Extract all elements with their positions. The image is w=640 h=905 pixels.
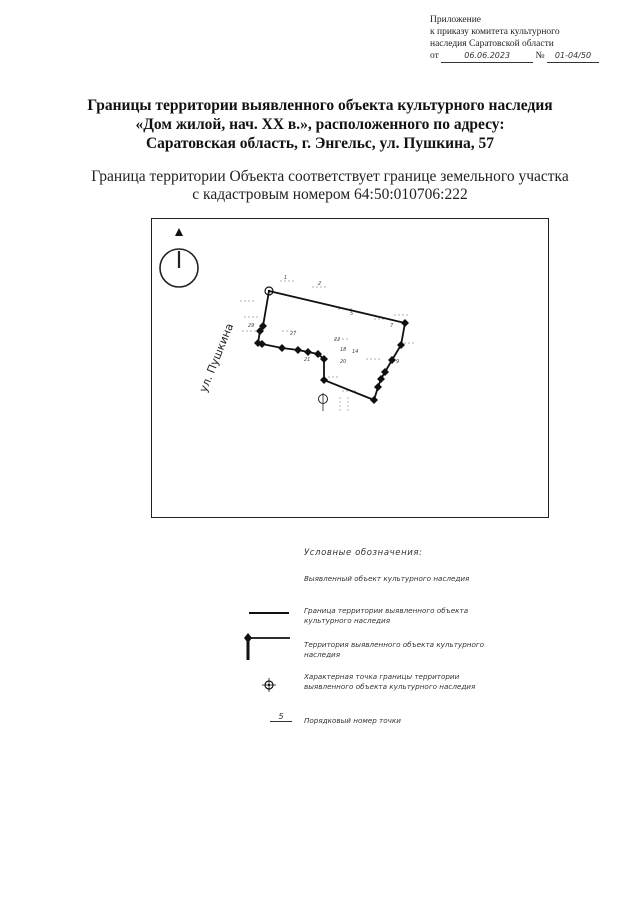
svg-text:14: 14	[352, 349, 359, 355]
legend-point-number-icon: 5	[270, 712, 292, 722]
svg-text:2: 2	[318, 281, 322, 287]
svg-text:21: 21	[304, 357, 311, 363]
legend-item-boundary: Граница территории выявленного объекта культурного наследия	[304, 606, 469, 625]
territory-boundary	[258, 291, 405, 400]
from-label: от	[430, 51, 439, 61]
title-line-3: Саратовская область, г. Энгельс, ул. Пушкина, 57	[145, 135, 495, 152]
street-label: ул. Пушкина	[196, 321, 237, 395]
svg-text:9: 9	[396, 359, 400, 365]
subtitle-line-2: с кадастровым номером 64:50:010706:222	[192, 186, 468, 203]
svg-text:5: 5	[350, 311, 354, 317]
legend-characteristic-point-icon	[262, 678, 276, 692]
legend-heading: Условные обозначения:	[304, 548, 423, 558]
map-drawing	[152, 219, 550, 519]
document-subtitle	[60, 168, 600, 204]
legend-territory-icon	[240, 632, 292, 662]
svg-text:27: 27	[290, 331, 297, 337]
number-value: 01-04/50	[547, 50, 599, 63]
legend-item-point: Характерная точка границы территории выявленного объекта культурного наследия	[304, 672, 476, 691]
svg-text:20: 20	[340, 359, 347, 365]
date-value: 06.06.2023	[441, 50, 533, 63]
north-arrow-icon	[160, 228, 198, 287]
legend-boundary-line-icon	[249, 612, 289, 614]
legend-item-territory: Территория выявленного объекта культурного наследия	[304, 640, 485, 659]
appendix-date-row	[430, 50, 599, 63]
title-line-1: Границы территории выявленного объекта культурного наследия	[87, 97, 553, 114]
title-line-2: «Дом жилой, нач. XX в.», расположенного по адресу:	[135, 116, 505, 133]
appendix-header	[430, 14, 599, 63]
svg-text:1: 1	[284, 275, 288, 281]
number-label: №	[535, 51, 545, 61]
map-point-labels	[248, 275, 403, 365]
boundary-points	[254, 319, 409, 404]
boundary-map	[151, 218, 549, 518]
appendix-line-2: к приказу комитета культурного	[430, 27, 560, 37]
svg-text:7: 7	[390, 323, 394, 329]
svg-text:22: 22	[334, 337, 341, 343]
document-title	[60, 96, 580, 153]
legend-item-object: Выявленный объект культурного наследия	[304, 574, 470, 583]
legend-item-number: Порядковый номер точки	[304, 716, 401, 725]
svg-text:18: 18	[340, 347, 347, 353]
svg-text:29: 29	[248, 323, 255, 329]
appendix-line-1: Приложение	[430, 15, 481, 25]
appendix-line-3: наследия Саратовской области	[430, 39, 554, 49]
background-contours	[240, 281, 414, 413]
subtitle-line-1: Граница территории Объекта соответствует границе земельного участка	[91, 168, 569, 185]
lower-point-marker	[319, 393, 328, 411]
